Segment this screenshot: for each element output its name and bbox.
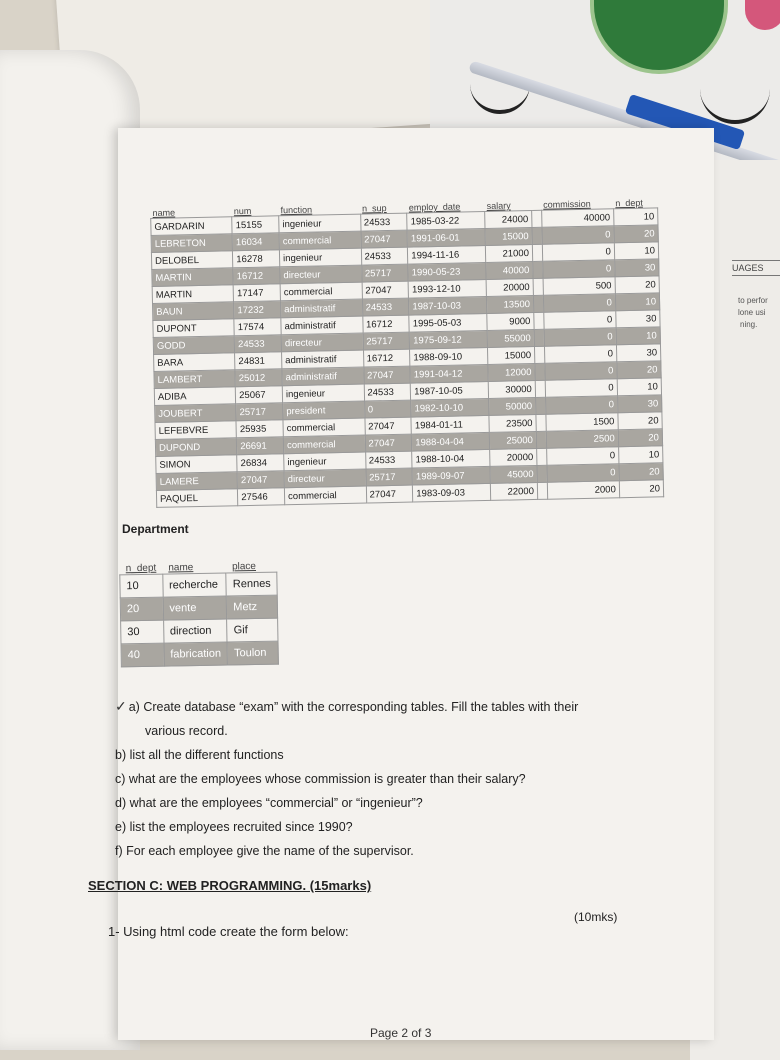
table-cell: 1983-09-03 (413, 483, 491, 502)
question-a-cont: various record. (145, 724, 228, 738)
table-cell: vente (163, 596, 227, 620)
table-cell: LAMERE (156, 472, 238, 491)
table-cell (537, 448, 547, 465)
col-header: salary (486, 200, 511, 211)
col-header (531, 200, 541, 211)
table-row (121, 641, 279, 667)
table-cell: 24533 (365, 451, 412, 469)
table-cell (533, 295, 543, 312)
table-cell: 0 (542, 260, 614, 279)
table-cell: administratif (281, 299, 363, 318)
table-cell: 25717 (366, 468, 413, 486)
section-c-title: SECTION C: WEB PROGRAMMING. (15marks) (88, 878, 372, 893)
col-header: name (168, 562, 194, 574)
col-header: n_dept (615, 197, 643, 209)
table-cell: 12000 (488, 363, 535, 381)
table-cell: commercial (284, 486, 366, 505)
table-cell: 27047 (366, 485, 413, 503)
table-cell: 20 (120, 597, 163, 621)
employee-table (150, 197, 664, 508)
table-cell: 27546 (238, 488, 285, 506)
table-cell: 25012 (235, 369, 282, 387)
table-cell: 17232 (234, 301, 281, 319)
side-note: lone usi (738, 308, 766, 317)
table-cell: 30000 (488, 380, 535, 398)
table-cell: ADIBA (154, 387, 236, 406)
table-cell: 30 (121, 620, 164, 644)
question-c: c) what are the employees whose commission is greater than their salary? (115, 772, 526, 786)
table-cell (533, 261, 543, 278)
table-cell: 20 (619, 463, 664, 481)
table-cell: 9000 (487, 312, 534, 330)
table-cell: 24533 (364, 383, 411, 401)
table-cell: commercial (283, 418, 365, 437)
table-cell: administratif (281, 316, 363, 335)
table-cell (534, 329, 544, 346)
marks-label: (10mks) (574, 910, 618, 924)
col-header: employ_date (408, 201, 461, 213)
table-cell: 27047 (365, 434, 412, 452)
table-cell: directeur (281, 333, 363, 352)
table-cell: 30 (614, 259, 659, 277)
table-cell (537, 465, 547, 482)
table-cell: directeur (284, 469, 366, 488)
side-heading: UAGES (732, 260, 780, 276)
table-cell: 25717 (361, 264, 408, 282)
table-cell: 0 (547, 464, 619, 483)
table-cell: commercial (283, 435, 365, 454)
table-cell (535, 397, 545, 414)
table-cell: LEBRETON (151, 234, 233, 253)
table-cell: 0 (543, 311, 615, 330)
col-header: function (280, 204, 313, 216)
table-cell: 10 (618, 446, 663, 464)
employee-rows (151, 208, 664, 508)
table-cell: 13500 (487, 295, 534, 313)
table-cell: 1995-05-03 (409, 313, 487, 332)
table-cell: 1991-04-12 (410, 364, 488, 383)
table-cell: 1988-09-10 (410, 347, 488, 366)
checkmark-icon: ✓ (115, 698, 127, 714)
table-cell: 20000 (490, 448, 537, 466)
col-header: name (152, 207, 176, 218)
question-d: d) what are the employees “commercial” or “ingenieur”? (115, 796, 423, 810)
table-cell (536, 414, 546, 431)
table-cell: 45000 (490, 465, 537, 483)
table-cell: 1990-05-23 (408, 262, 486, 281)
table-cell: ingenieur (279, 214, 361, 233)
table-cell: 40000 (486, 261, 533, 279)
table-cell: 2500 (546, 430, 618, 449)
table-cell (534, 312, 544, 329)
table-cell: 24533 (234, 335, 281, 353)
table-cell: 0 (542, 243, 614, 262)
table-cell: 15000 (488, 346, 535, 364)
table-cell: 40000 (541, 209, 613, 228)
table-cell: 16034 (232, 233, 279, 251)
table-cell (534, 346, 544, 363)
table-cell: Toulon (227, 641, 278, 665)
table-cell: 16712 (362, 315, 409, 333)
table-cell: 1991-06-01 (407, 228, 485, 247)
table-cell (536, 431, 546, 448)
section-c-question-1: 1- Using html code create the form below: (108, 924, 349, 939)
table-cell: BARA (154, 353, 236, 372)
table-cell: 30 (617, 395, 662, 413)
table-cell: 10 (615, 293, 660, 311)
table-cell: 0 (545, 396, 617, 415)
table-cell: 21000 (485, 245, 532, 263)
table-cell: DUPOND (155, 438, 237, 457)
department-rows (120, 572, 279, 667)
table-cell: 26691 (237, 437, 284, 455)
table-cell: 0 (542, 226, 614, 245)
table-cell: 10 (617, 378, 662, 396)
table-cell (533, 278, 543, 295)
table-cell (535, 363, 545, 380)
table-cell: DUPONT (153, 319, 235, 338)
table-cell: 26834 (237, 454, 284, 472)
table-cell: 0 (546, 447, 618, 466)
table-cell: 0 (543, 294, 615, 313)
question-f: f) For each employee give the name of the supervisor. (115, 844, 414, 858)
table-cell: 24533 (362, 298, 409, 316)
table-cell: 22000 (490, 482, 537, 500)
table-cell: 0 (545, 362, 617, 381)
table-cell: 1993-12-10 (408, 279, 486, 298)
table-cell: 16712 (233, 267, 280, 285)
table-cell: 23500 (489, 414, 536, 432)
table-cell: Rennes (226, 572, 277, 596)
table-cell: 27047 (237, 471, 284, 489)
table-cell: 2000 (547, 481, 619, 500)
table-cell: ingenieur (279, 248, 361, 267)
table-cell: 1994-11-16 (408, 245, 486, 264)
table-cell: directeur (280, 265, 362, 284)
table-cell: 40 (121, 643, 164, 667)
table-cell: administratif (282, 367, 364, 386)
table-cell: 20 (618, 412, 663, 430)
table-cell: direction (163, 619, 227, 643)
department-title: Department (122, 522, 189, 536)
col-header: num (233, 205, 252, 217)
table-cell: GARDARIN (151, 217, 233, 236)
table-cell: president (283, 401, 365, 420)
table-cell: 16278 (233, 250, 280, 268)
table-cell: 10 (613, 208, 658, 226)
table-cell: 25935 (236, 420, 283, 438)
table-cell: 27047 (362, 281, 409, 299)
table-cell: 20 (618, 429, 663, 447)
question-a: ✓ a) Create database “exam” with the corresponding tables. Fill the tables with their (115, 698, 579, 714)
table-cell: SIMON (156, 455, 238, 474)
table-cell: ingenieur (284, 452, 366, 471)
table-cell (532, 210, 542, 227)
table-cell: 0 (364, 400, 411, 418)
table-cell: commercial (280, 282, 362, 301)
table-cell: 25000 (489, 431, 536, 449)
table-cell: 1988-10-04 (412, 449, 490, 468)
table-row (121, 618, 279, 644)
table-cell: 1984-01-11 (411, 415, 489, 434)
table-cell: 20 (615, 276, 660, 294)
table-cell: 1985-03-22 (407, 211, 485, 230)
table-cell: 1987-10-03 (409, 296, 487, 315)
table-cell: 10 (614, 242, 659, 260)
table-cell: 15000 (485, 228, 532, 246)
table-cell: fabrication (164, 642, 228, 666)
table-cell: BAUN (152, 302, 234, 321)
col-header: place (231, 561, 257, 573)
table-cell: commercial (279, 231, 361, 250)
table-cell: 16712 (363, 349, 410, 367)
table-cell: 27047 (361, 230, 408, 248)
table-cell: 17574 (234, 318, 281, 336)
table-cell: DELOBEL (151, 251, 233, 270)
col-header: commission (543, 198, 591, 210)
department-table (119, 561, 279, 668)
table-cell: 17147 (233, 284, 280, 302)
table-cell: 25717 (236, 403, 283, 421)
table-cell: 25067 (236, 386, 283, 404)
table-cell: 50000 (489, 397, 536, 415)
table-cell: 500 (543, 277, 615, 296)
table-cell: Gif (227, 618, 278, 642)
table-cell: 24533 (360, 213, 407, 231)
side-note: to perfor (738, 296, 768, 305)
table-cell: 0 (544, 345, 616, 364)
table-cell: 1987-10-05 (411, 381, 489, 400)
table-cell: GODD (153, 336, 235, 355)
table-cell: 20000 (486, 278, 533, 296)
table-cell: 1988-04-04 (412, 432, 490, 451)
side-note: ning. (740, 320, 758, 329)
table-cell: 1989-09-07 (412, 466, 490, 485)
table-cell: MARTIN (152, 268, 234, 287)
table-cell: 55000 (487, 329, 534, 347)
question-e: e) list the employees recruited since 1990? (115, 820, 353, 834)
table-cell: 20 (614, 225, 659, 243)
table-cell: 10 (616, 327, 661, 345)
page-number: Page 2 of 3 (370, 1026, 432, 1040)
table-cell: 30 (616, 344, 661, 362)
table-cell: 10 (120, 574, 163, 598)
table-cell: Metz (227, 595, 278, 619)
table-cell (537, 482, 547, 499)
table-cell (532, 227, 542, 244)
table-cell (532, 244, 542, 261)
table-cell: 1982-10-10 (411, 398, 489, 417)
table-cell: recherche (162, 573, 226, 597)
table-cell: LAMBERT (154, 370, 236, 389)
col-header: n_dept (125, 562, 157, 575)
table-cell: 1975-09-12 (409, 330, 487, 349)
table-cell: 20 (617, 361, 662, 379)
table-cell: 1500 (546, 413, 618, 432)
table-cell: 24000 (485, 211, 532, 229)
table-cell: administratif (282, 350, 364, 369)
table-cell: LEFEBVRE (155, 421, 237, 440)
question-list (115, 694, 635, 863)
table-cell: 15155 (232, 216, 279, 234)
table-cell: 27047 (363, 366, 410, 384)
table-cell: 0 (544, 328, 616, 347)
table-cell: 20 (619, 480, 664, 498)
table-cell: 24831 (235, 352, 282, 370)
table-row (120, 595, 278, 621)
table-cell: ingenieur (282, 384, 364, 403)
table-cell: PAQUEL (156, 489, 238, 508)
table-cell: MARTIN (152, 285, 234, 304)
col-header: n_sup (361, 203, 387, 214)
table-cell (535, 380, 545, 397)
table-cell: 0 (545, 379, 617, 398)
table-row (120, 572, 278, 598)
table-cell: 25717 (363, 332, 410, 350)
question-b: b) list all the different functions (115, 748, 284, 762)
table-cell: 30 (616, 310, 661, 328)
table-cell: JOUBERT (155, 404, 237, 423)
table-cell: 27047 (364, 417, 411, 435)
table-cell: 24533 (361, 247, 408, 265)
